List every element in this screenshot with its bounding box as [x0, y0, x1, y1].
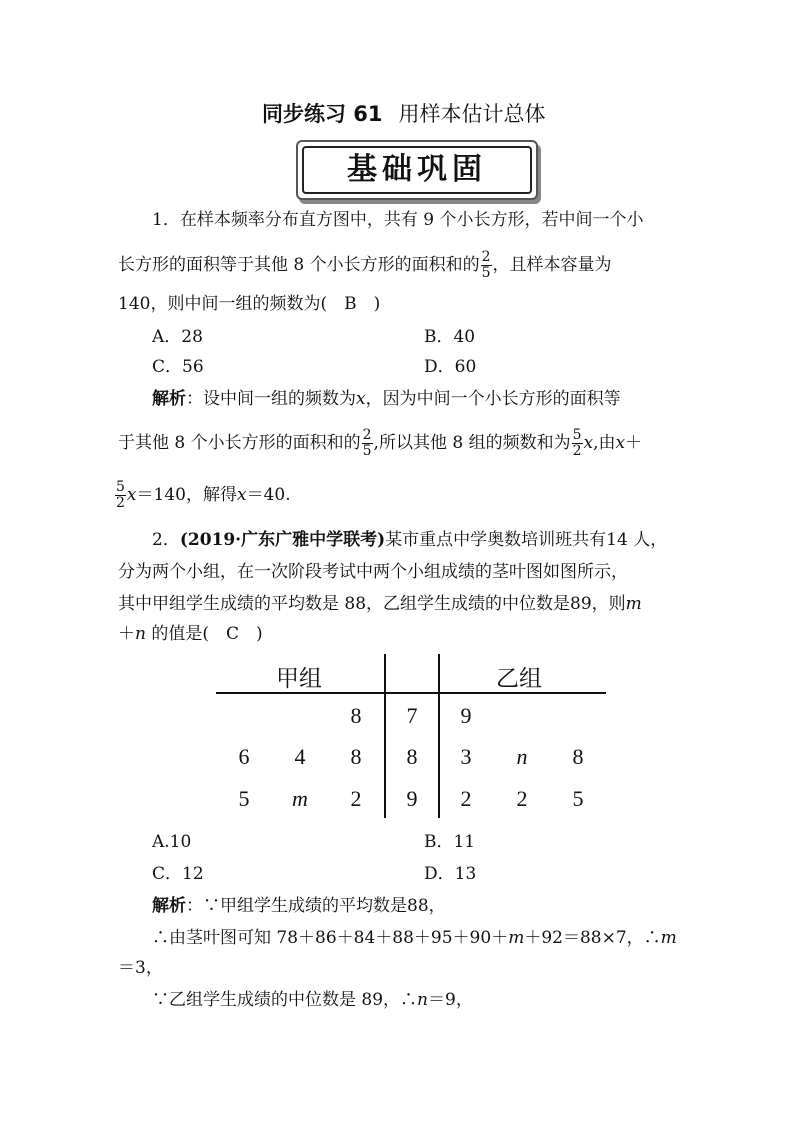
q2-line-4-text: 的值是( C ): [145, 624, 263, 644]
leaf-right-unknown-n: n: [516, 744, 528, 769]
q2-solution-line-3: ＝3，: [118, 958, 163, 978]
q1-solution-line-1: [152, 389, 621, 409]
q1-solution-var-x4: x: [126, 485, 137, 505]
leaf-right: 3: [460, 744, 472, 769]
q2-solution-var-n: n: [417, 990, 428, 1010]
q2-solution-line-1: [152, 896, 446, 916]
q1-solution-line-2: [118, 428, 642, 459]
leaf-right: 5: [572, 786, 584, 811]
page-title: [262, 98, 546, 128]
right-group-header: 乙组: [496, 666, 542, 692]
leaf-right: 2: [516, 786, 528, 811]
leaf-left: 8: [350, 703, 362, 728]
q2-solution-text-4a: ∵乙组学生成绩的中位数是 89，∴: [152, 990, 418, 1010]
q1-solution-fraction-1-den: 5: [362, 443, 372, 459]
section-banner: [296, 140, 538, 200]
q1-solution-var-x3: x: [615, 433, 626, 453]
q1-option-c: C．56: [152, 357, 204, 377]
q1-solution-text-1b: ，因为中间一个小长方形的面积等: [365, 389, 621, 409]
q1-line-2-text-a: 长方形的面积等于其他 8 个小长方形的面积和的: [118, 255, 480, 275]
q2-option-c: C．12: [152, 864, 204, 884]
q1-solution-var-x2: x: [583, 433, 594, 453]
q2-option-a: A.10: [152, 832, 192, 852]
q1-solution-fraction-2-num: 5: [572, 427, 582, 443]
q1-option-a: A．28: [152, 327, 203, 347]
leaf-left-unknown-m: m: [292, 786, 308, 811]
stem: 8: [406, 744, 418, 769]
q1-solution-text-3b: ＝40.: [246, 485, 291, 505]
q2-solution-var-m2: m: [660, 928, 677, 948]
q2-line-3-text: 其中甲组学生成绩的平均数是 88，乙组学生成绩的中位数是89，则: [118, 594, 626, 614]
stem: 9: [406, 786, 418, 811]
q2-var-n: n: [135, 624, 146, 644]
q2-line-4: [118, 624, 263, 644]
q1-option-d: D．60: [424, 357, 477, 377]
q2-option-b: B．11: [424, 832, 476, 852]
q1-solution-text-2d: ＋: [625, 433, 643, 453]
title-topic: 用样本估计总体: [398, 102, 546, 126]
q2-solution-label: 解析: [152, 896, 186, 916]
leaf-right: 9: [460, 703, 472, 728]
q1-solution-fraction-2-den: 2: [572, 443, 582, 459]
q2-line-1-text: 某市重点中学奥数培训班共有14 人，: [385, 530, 668, 550]
section-banner-label: 基础巩固: [302, 146, 532, 194]
q2-solution-text-2a: ∴由茎叶图可知 78＋86＋84＋88＋95＋90＋: [152, 928, 509, 948]
stem: 7: [406, 703, 418, 728]
q1-solution-fraction-2: [572, 428, 583, 459]
q1-option-b: B．40: [424, 327, 476, 347]
q2-option-d: D．13: [424, 864, 477, 884]
leaf-left: 2: [350, 786, 362, 811]
q2-number: 2．: [152, 530, 180, 550]
q1-line-2-text-b: ，且样本容量为: [492, 255, 612, 275]
q2-line-3: [118, 594, 642, 614]
q2-line-1: [152, 530, 667, 550]
q2-solution-line-4: [152, 990, 473, 1010]
q1-line-1: 1．在样本频率分布直方图中，共有 9 个小长方形，若中间一个小: [152, 210, 644, 230]
table-header-rule: [216, 692, 606, 694]
q2-solution-line-2: [152, 928, 677, 948]
q1-solution-text-2b: ,所以其他 8 组的频数和为: [373, 433, 571, 453]
q1-solution-text-2a: 于其他 8 个小长方形的面积和的: [118, 433, 361, 453]
q1-solution-var-x5: x: [236, 485, 247, 505]
q1-solution-text-3a: ＝140，解得: [136, 485, 237, 505]
q1-solution-fraction-3-num: 5: [116, 479, 125, 495]
q2-solution-var-m: m: [508, 928, 525, 948]
q1-solution-label: 解析: [152, 389, 186, 409]
leaf-left: 6: [238, 744, 250, 769]
q2-solution-text-2b: ＋92＝88×7，∴: [524, 928, 661, 948]
q1-solution-text-2c: ,由: [593, 433, 616, 453]
q1-solution-fraction-1: [362, 428, 373, 459]
q1-solution-var-x: x: [356, 389, 366, 409]
q2-line-4-plus: ＋: [118, 624, 135, 644]
q1-solution-fraction-3-den: 2: [116, 495, 125, 511]
q1-solution-text-1: ：设中间一组的频数为: [186, 389, 356, 409]
leaf-left: 8: [350, 744, 362, 769]
q1-solution-line-3: [114, 480, 291, 511]
q1-fraction-den: 5: [481, 265, 491, 281]
q1-line-2: [118, 250, 612, 281]
q2-source: (2019·广东广雅中学联考): [179, 530, 386, 550]
stem-left-divider: [384, 654, 386, 818]
leaf-right: 8: [572, 744, 584, 769]
q1-solution-fraction-3: [115, 480, 126, 511]
q1-fraction: [481, 250, 492, 281]
q1-solution-fraction-1-num: 2: [362, 427, 372, 443]
q2-solution-text-1: ：∵甲组学生成绩的平均数是88，: [186, 896, 446, 916]
leaf-left: 4: [294, 744, 306, 769]
title-prefix: 同步练习 61: [262, 102, 383, 126]
stem-right-divider: [438, 654, 440, 818]
q2-solution-text-4b: ＝9，: [428, 990, 473, 1010]
q1-line-3: 140，则中间一组的频数为( B ): [118, 294, 381, 314]
q2-line-2: 分为两个小组，在一次阶段考试中两个小组成绩的茎叶图如图所示，: [118, 562, 628, 582]
leaf-right: 2: [460, 786, 472, 811]
q2-var-m: m: [625, 594, 642, 614]
q1-fraction-num: 2: [481, 249, 491, 265]
left-group-header: 甲组: [276, 666, 322, 692]
leaf-left: 5: [238, 786, 250, 811]
